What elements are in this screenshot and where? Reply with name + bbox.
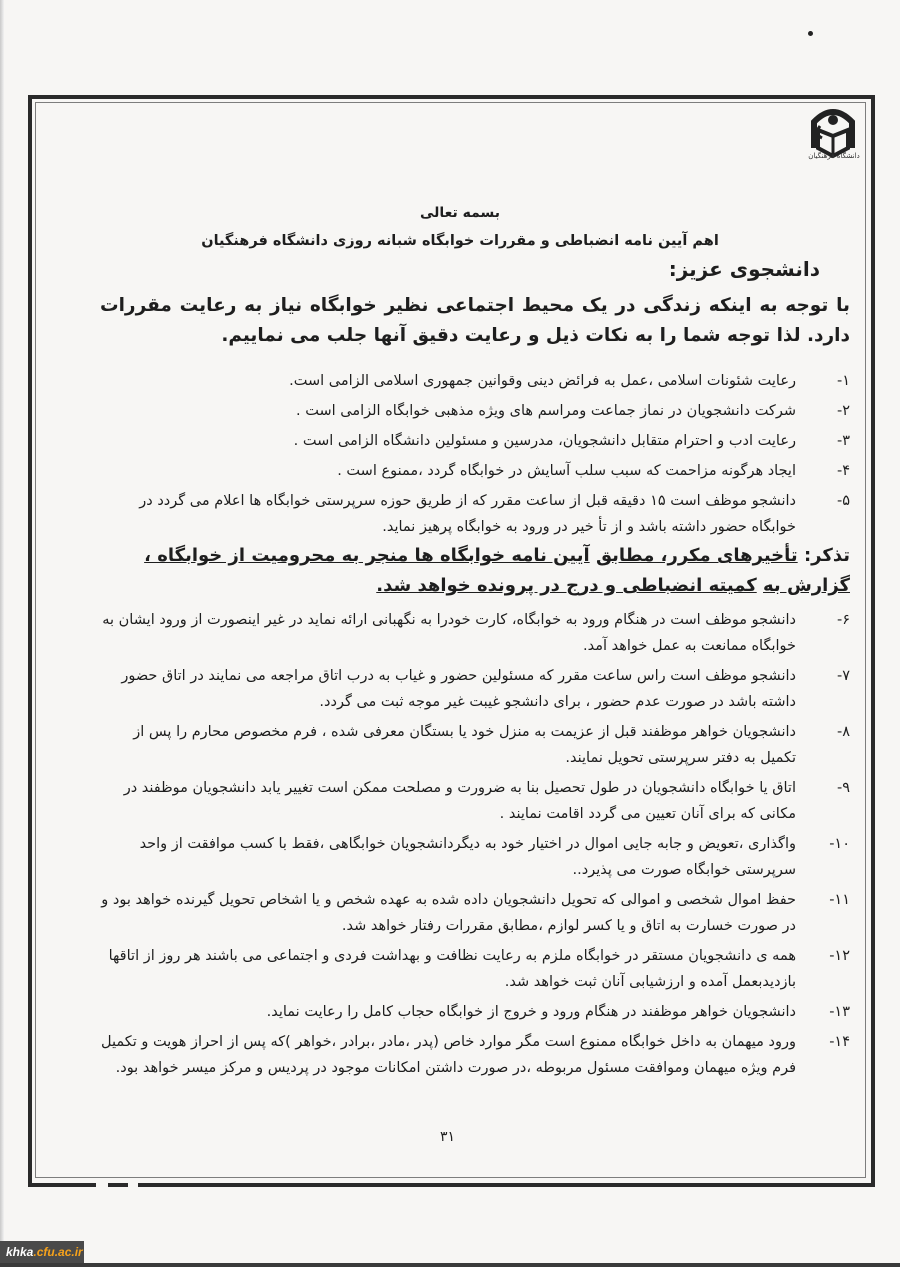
rule-number: ۱۰- bbox=[829, 836, 850, 852]
rule-number: ۹- bbox=[836, 780, 850, 796]
rules-list-part2 bbox=[100, 607, 850, 1085]
rule-number: ۳- bbox=[836, 433, 850, 449]
basmala-heading: بسمه تعالی bbox=[419, 205, 501, 221]
scan-edge bbox=[0, 1263, 900, 1267]
rule-text: حفظ اموال شخصی و اموالی که تحویل دانشجویان داده شده به عهده شخص و یا اشخاص تحویل گیرنده خواهد بود و در صورت خسارت به اتاق و یا کسر لوازم ،مطابق مقررات رفتار خواهد شد. bbox=[101, 892, 796, 934]
scan-edge bbox=[0, 0, 4, 1267]
rule-text: دانشجویان خواهر موظفند قبل از عزیمت به منزل خود یا بستگان معرفی شده ، فرم مخصوص محارم را پس از تکمیل به دفتر سرپرستی تحویل نمایند. bbox=[133, 724, 796, 766]
watermark-host: khka bbox=[6, 1245, 34, 1259]
rule-text: واگذاری ،تعویض و جابه جایی اموال در اختیار خود به دیگردانشجویان خوابگاهی ،فقط با کسب موافقت از واحد سرپرستی خوابگاه صورت می پذیرد.. bbox=[139, 836, 796, 878]
rules-list-part1 bbox=[100, 368, 850, 544]
rule-text: رعایت شئونات اسلامی ،عمل به فرائض دینی وقوانین جمهوری اسلامی الزامی است. bbox=[289, 373, 796, 389]
salutation: دانشجوی عزیز: bbox=[668, 257, 820, 281]
university-logo-icon bbox=[796, 104, 870, 174]
rule-item bbox=[100, 368, 850, 394]
page-number: ۳۱ bbox=[440, 1129, 456, 1145]
rule-number: ۶- bbox=[836, 612, 850, 628]
rule-text: شرکت دانشجویان در نماز جماعت ومراسم های ویژه مذهبی خوابگاه الزامی است . bbox=[296, 403, 796, 419]
rule-text: دانشجو موظف است راس ساعت مقرر که مسئولین حضور و غیاب به درب اتاق مراجعه می نمایند در اتاق حضور داشته باشد در صورت عدم حضور ، برای دانشجو غیبت غیر موجه ثبت می گردد. bbox=[121, 668, 796, 710]
rule-number: ۱۳- bbox=[829, 1004, 850, 1020]
rule-number: ۱۴- bbox=[829, 1034, 850, 1050]
note-label: تذکر: bbox=[803, 545, 850, 566]
rule-item bbox=[100, 775, 850, 827]
rule-item bbox=[100, 398, 850, 424]
note-text: کمیته انضباطی و درج در پرونده خواهد شد. bbox=[376, 575, 757, 596]
border-gap bbox=[96, 1180, 108, 1188]
rule-number: ۷- bbox=[836, 668, 850, 684]
rule-item bbox=[100, 719, 850, 771]
rule-text: دانشجویان خواهر موظفند در هنگام ورود و خروج از خوابگاه حجاب کامل را رعایت نماید. bbox=[266, 1004, 796, 1020]
rule-item bbox=[100, 999, 850, 1025]
rule-item bbox=[100, 887, 850, 939]
rule-item bbox=[100, 488, 850, 540]
warning-note bbox=[95, 541, 850, 601]
rule-number: ۵- bbox=[836, 493, 850, 509]
rule-number: ۱- bbox=[836, 373, 850, 389]
rule-item bbox=[100, 458, 850, 484]
note-text: آیین نامه خوابگاه ها منجر به محرومیت از خوابگاه ، گزارش به bbox=[144, 545, 850, 596]
intro-paragraph: با توجه به اینکه زندگی در یک محیط اجتماعی نظیر خوابگاه نیاز به رعایت مقررات دارد. لذا توجه شما را به نکات ذیل و رعایت دقیق آنها جلب می نماییم. bbox=[100, 295, 850, 346]
rule-item bbox=[100, 943, 850, 995]
rule-item bbox=[100, 1029, 850, 1081]
rule-text: ایجاد هرگونه مزاحمت که سبب سلب آسایش در خوابگاه گردد ،ممنوع است . bbox=[337, 463, 796, 479]
scan-speck bbox=[808, 31, 813, 36]
rule-number: ۸- bbox=[836, 724, 850, 740]
rule-number: ۴- bbox=[836, 463, 850, 479]
logo-caption: دانشگاه فرهنگیان bbox=[808, 152, 860, 160]
watermark-domain: .cfu.ac.ir bbox=[33, 1245, 83, 1259]
rule-item bbox=[100, 607, 850, 659]
rule-number: ۲- bbox=[836, 403, 850, 419]
rule-text: دانشجو موظف است در هنگام ورود به خوابگاه، کارت خودرا به نگهبانی ارائه نماید در غیر اینصورت از ورود ایشان به خوابگاه ممانعت به عمل خواهد آمد. bbox=[102, 612, 796, 654]
rule-number: ۱۱- bbox=[829, 892, 850, 908]
rule-text: اتاق یا خوابگاه دانشجویان در طول تحصیل بنا به ضرورت و مصلحت ممکن است تغییر یابد دانشجویان موظفند در مکانی که برای آنان تعیین می گردد اقامت نمایند . bbox=[123, 780, 796, 822]
document-title: اهم آیین نامه انضباطی و مقررات خوابگاه شبانه روزی دانشگاه فرهنگیان bbox=[201, 233, 719, 249]
border-gap bbox=[128, 1180, 138, 1188]
note-text: تأخیرهای مکرر، مطابق bbox=[595, 545, 798, 566]
rule-text: ورود میهمان به داخل خوابگاه ممنوع است مگر موارد خاص (پدر ،مادر ،برادر ،خواهر )که پس از احراز هویت و تکمیل فرم ویژه میهمان وموافقت مسئول مربوطه ،در صورت داشتن امکانات موجود در پردیس و مرکز میسر خواهد بود. bbox=[101, 1034, 796, 1076]
site-watermark[interactable] bbox=[0, 1241, 84, 1263]
rule-item bbox=[100, 428, 850, 454]
rule-number: ۱۲- bbox=[829, 948, 850, 964]
rule-text: رعایت ادب و احترام متقابل دانشجویان، مدرسین و مسئولین دانشگاه الزامی است . bbox=[293, 433, 796, 449]
rule-text: همه ی دانشجویان مستقر در خوابگاه ملزم به رعایت نظافت و بهداشت فردی و اجتماعی می باشند هر روز از اتاقها بازدیدبعمل آمده و ارزشیابی آنان ثبت خواهد شد. bbox=[108, 948, 796, 990]
rule-text: دانشجو موظف است ۱۵ دقیقه قبل از ساعت مقرر که از طریق حوزه سرپرستی خوابگاه ها اعلام می گردد در خوابگاه حضور داشته باشد و از تأ خیر در ورود به خوابگاه پرهیز نماید. bbox=[139, 493, 796, 535]
rule-item bbox=[100, 663, 850, 715]
rule-item bbox=[100, 831, 850, 883]
